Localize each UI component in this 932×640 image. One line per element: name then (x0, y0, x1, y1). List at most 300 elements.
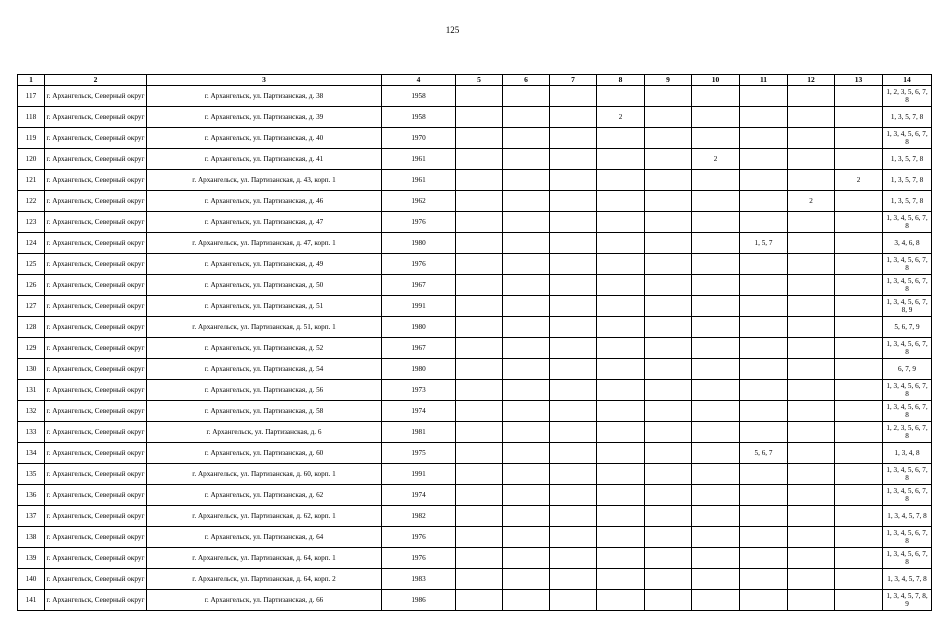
cell-col-5 (456, 401, 503, 422)
cell-col-8 (597, 338, 645, 359)
cell-col-2: г. Архангельск, Северный округ (45, 233, 147, 254)
cell-col-6 (503, 86, 550, 107)
cell-col-3: г. Архангельск, ул. Партизанская, д. 56 (147, 380, 382, 401)
cell-col-9 (645, 527, 692, 548)
col-header-11: 11 (740, 75, 788, 86)
cell-col-1: 139 (18, 548, 45, 569)
cell-col-11 (740, 527, 788, 548)
cell-col-8 (597, 401, 645, 422)
cell-col-4: 1976 (382, 548, 456, 569)
cell-col-2: г. Архангельск, Северный округ (45, 275, 147, 296)
cell-col-4: 1973 (382, 380, 456, 401)
cell-col-6 (503, 548, 550, 569)
cell-col-10 (692, 275, 740, 296)
cell-col-13 (835, 380, 883, 401)
cell-col-7 (550, 338, 597, 359)
cell-col-14: 1, 3, 4, 5, 7, 8 (883, 506, 932, 527)
cell-col-11 (740, 464, 788, 485)
cell-col-8 (597, 317, 645, 338)
cell-col-12 (788, 548, 835, 569)
cell-col-1: 138 (18, 527, 45, 548)
cell-col-11 (740, 107, 788, 128)
cell-col-10 (692, 380, 740, 401)
table-row (18, 422, 932, 443)
cell-col-11 (740, 275, 788, 296)
cell-col-12 (788, 485, 835, 506)
cell-col-5 (456, 506, 503, 527)
cell-col-4: 1976 (382, 254, 456, 275)
cell-col-5 (456, 338, 503, 359)
cell-col-6 (503, 506, 550, 527)
cell-col-7 (550, 191, 597, 212)
cell-col-10 (692, 317, 740, 338)
cell-col-6 (503, 527, 550, 548)
cell-col-1: 121 (18, 170, 45, 191)
cell-col-3: г. Архангельск, ул. Партизанская, д. 51, корп. 1 (147, 317, 382, 338)
cell-col-3: г. Архангельск, ул. Партизанская, д. 40 (147, 128, 382, 149)
cell-col-9 (645, 86, 692, 107)
cell-col-10 (692, 401, 740, 422)
cell-col-14: 5, 6, 7, 9 (883, 317, 932, 338)
cell-col-4: 1991 (382, 296, 456, 317)
table-row (18, 338, 932, 359)
cell-col-14: 1, 3, 4, 5, 6, 7, 8 (883, 548, 932, 569)
cell-col-9 (645, 128, 692, 149)
cell-col-10 (692, 86, 740, 107)
cell-col-7 (550, 569, 597, 590)
cell-col-1: 128 (18, 317, 45, 338)
cell-col-8 (597, 128, 645, 149)
cell-col-3: г. Архангельск, ул. Партизанская, д. 46 (147, 191, 382, 212)
cell-col-14: 1, 2, 3, 5, 6, 7, 8 (883, 422, 932, 443)
cell-col-1: 131 (18, 380, 45, 401)
cell-col-5 (456, 149, 503, 170)
cell-col-2: г. Архангельск, Северный округ (45, 380, 147, 401)
cell-col-12 (788, 170, 835, 191)
cell-col-8 (597, 359, 645, 380)
cell-col-5 (456, 590, 503, 611)
cell-col-7 (550, 548, 597, 569)
cell-col-7 (550, 380, 597, 401)
cell-col-5 (456, 170, 503, 191)
cell-col-6 (503, 296, 550, 317)
cell-col-7 (550, 422, 597, 443)
cell-col-13 (835, 254, 883, 275)
cell-col-10 (692, 590, 740, 611)
cell-col-11 (740, 401, 788, 422)
cell-col-6 (503, 233, 550, 254)
cell-col-2: г. Архангельск, Северный округ (45, 401, 147, 422)
cell-col-7 (550, 107, 597, 128)
cell-col-9 (645, 401, 692, 422)
col-header-14: 14 (883, 75, 932, 86)
cell-col-1: 137 (18, 506, 45, 527)
cell-col-11 (740, 317, 788, 338)
cell-col-1: 130 (18, 359, 45, 380)
cell-col-2: г. Архангельск, Северный округ (45, 359, 147, 380)
cell-col-7 (550, 590, 597, 611)
cell-col-9 (645, 338, 692, 359)
cell-col-12: 2 (788, 191, 835, 212)
col-header-9: 9 (645, 75, 692, 86)
cell-col-2: г. Архангельск, Северный округ (45, 422, 147, 443)
cell-col-2: г. Архангельск, Северный округ (45, 464, 147, 485)
cell-col-12 (788, 338, 835, 359)
cell-col-1: 117 (18, 86, 45, 107)
cell-col-9 (645, 317, 692, 338)
cell-col-13 (835, 506, 883, 527)
cell-col-13 (835, 149, 883, 170)
cell-col-2: г. Архангельск, Северный округ (45, 317, 147, 338)
col-header-5: 5 (456, 75, 503, 86)
cell-col-9 (645, 212, 692, 233)
col-header-10: 10 (692, 75, 740, 86)
table-row (18, 191, 932, 212)
cell-col-4: 1982 (382, 506, 456, 527)
cell-col-9 (645, 296, 692, 317)
table-row (18, 590, 932, 611)
cell-col-3: г. Архангельск, ул. Партизанская, д. 66 (147, 590, 382, 611)
cell-col-2: г. Архангельск, Северный округ (45, 296, 147, 317)
cell-col-5 (456, 443, 503, 464)
cell-col-4: 1980 (382, 359, 456, 380)
cell-col-8 (597, 569, 645, 590)
table-row (18, 443, 932, 464)
cell-col-4: 1983 (382, 569, 456, 590)
cell-col-12 (788, 212, 835, 233)
cell-col-9 (645, 443, 692, 464)
cell-col-7 (550, 443, 597, 464)
cell-col-11 (740, 296, 788, 317)
cell-col-8 (597, 233, 645, 254)
cell-col-4: 1961 (382, 149, 456, 170)
cell-col-12 (788, 443, 835, 464)
cell-col-11 (740, 338, 788, 359)
cell-col-14: 1, 3, 4, 5, 6, 7, 8 (883, 380, 932, 401)
cell-col-9 (645, 149, 692, 170)
cell-col-11: 5, 6, 7 (740, 443, 788, 464)
cell-col-13 (835, 359, 883, 380)
table-row (18, 275, 932, 296)
table-body (18, 86, 932, 611)
cell-col-11 (740, 485, 788, 506)
cell-col-2: г. Архангельск, Северный округ (45, 170, 147, 191)
cell-col-2: г. Архангельск, Северный округ (45, 569, 147, 590)
cell-col-8 (597, 86, 645, 107)
cell-col-13: 2 (835, 170, 883, 191)
cell-col-7 (550, 170, 597, 191)
cell-col-6 (503, 191, 550, 212)
cell-col-13 (835, 107, 883, 128)
cell-col-11 (740, 548, 788, 569)
cell-col-10 (692, 485, 740, 506)
cell-col-14: 1, 3, 5, 7, 8 (883, 107, 932, 128)
cell-col-10 (692, 359, 740, 380)
cell-col-1: 140 (18, 569, 45, 590)
col-header-12: 12 (788, 75, 835, 86)
cell-col-6 (503, 422, 550, 443)
cell-col-8: 2 (597, 107, 645, 128)
cell-col-9 (645, 170, 692, 191)
cell-col-13 (835, 422, 883, 443)
cell-col-10 (692, 464, 740, 485)
cell-col-1: 118 (18, 107, 45, 128)
cell-col-4: 1974 (382, 401, 456, 422)
cell-col-9 (645, 422, 692, 443)
cell-col-5 (456, 422, 503, 443)
cell-col-14: 1, 3, 5, 7, 8 (883, 191, 932, 212)
cell-col-5 (456, 359, 503, 380)
cell-col-3: г. Архангельск, ул. Партизанская, д. 6 (147, 422, 382, 443)
cell-col-1: 119 (18, 128, 45, 149)
table-row (18, 107, 932, 128)
cell-col-8 (597, 170, 645, 191)
cell-col-7 (550, 527, 597, 548)
cell-col-14: 1, 3, 4, 8 (883, 443, 932, 464)
cell-col-1: 127 (18, 296, 45, 317)
cell-col-4: 1976 (382, 527, 456, 548)
cell-col-1: 123 (18, 212, 45, 233)
cell-col-3: г. Архангельск, ул. Партизанская, д. 47, корп. 1 (147, 233, 382, 254)
cell-col-7 (550, 359, 597, 380)
cell-col-13 (835, 338, 883, 359)
cell-col-5 (456, 86, 503, 107)
table-row (18, 464, 932, 485)
cell-col-5 (456, 548, 503, 569)
cell-col-5 (456, 464, 503, 485)
cell-col-5 (456, 485, 503, 506)
cell-col-10 (692, 338, 740, 359)
cell-col-6 (503, 590, 550, 611)
cell-col-10 (692, 296, 740, 317)
table-row (18, 380, 932, 401)
cell-col-4: 1958 (382, 86, 456, 107)
table-row (18, 128, 932, 149)
cell-col-8 (597, 422, 645, 443)
cell-col-10 (692, 254, 740, 275)
cell-col-4: 1970 (382, 128, 456, 149)
cell-col-7 (550, 233, 597, 254)
table-row (18, 401, 932, 422)
cell-col-5 (456, 107, 503, 128)
cell-col-2: г. Архангельск, Северный округ (45, 548, 147, 569)
cell-col-2: г. Архангельск, Северный округ (45, 527, 147, 548)
cell-col-13 (835, 233, 883, 254)
cell-col-14: 1, 3, 5, 7, 8 (883, 149, 932, 170)
cell-col-7 (550, 464, 597, 485)
cell-col-3: г. Архангельск, ул. Партизанская, д. 50 (147, 275, 382, 296)
cell-col-2: г. Архангельск, Северный округ (45, 485, 147, 506)
table-row (18, 149, 932, 170)
cell-col-6 (503, 569, 550, 590)
cell-col-10 (692, 569, 740, 590)
cell-col-13 (835, 275, 883, 296)
col-header-1: 1 (18, 75, 45, 86)
cell-col-4: 1991 (382, 464, 456, 485)
cell-col-8 (597, 380, 645, 401)
cell-col-6 (503, 149, 550, 170)
table-row (18, 212, 932, 233)
cell-col-13 (835, 485, 883, 506)
cell-col-1: 134 (18, 443, 45, 464)
table-row (18, 359, 932, 380)
cell-col-14: 1, 3, 4, 5, 7, 8 (883, 569, 932, 590)
cell-col-11 (740, 590, 788, 611)
register-table (17, 74, 932, 611)
cell-col-12 (788, 422, 835, 443)
cell-col-1: 125 (18, 254, 45, 275)
cell-col-8 (597, 485, 645, 506)
table-row (18, 548, 932, 569)
cell-col-4: 1975 (382, 443, 456, 464)
cell-col-12 (788, 464, 835, 485)
cell-col-2: г. Архангельск, Северный округ (45, 212, 147, 233)
cell-col-3: г. Архангельск, ул. Партизанская, д. 60 (147, 443, 382, 464)
cell-col-8 (597, 548, 645, 569)
cell-col-1: 141 (18, 590, 45, 611)
cell-col-2: г. Архангельск, Северный округ (45, 149, 147, 170)
cell-col-12 (788, 296, 835, 317)
table-row (18, 254, 932, 275)
cell-col-4: 1980 (382, 317, 456, 338)
cell-col-13 (835, 548, 883, 569)
cell-col-3: г. Архангельск, ул. Партизанская, д. 39 (147, 107, 382, 128)
cell-col-7 (550, 86, 597, 107)
cell-col-1: 126 (18, 275, 45, 296)
cell-col-8 (597, 149, 645, 170)
cell-col-4: 1962 (382, 191, 456, 212)
cell-col-3: г. Архангельск, ул. Партизанская, д. 64 (147, 527, 382, 548)
cell-col-1: 135 (18, 464, 45, 485)
cell-col-3: г. Архангельск, ул. Партизанская, д. 64, корп. 1 (147, 548, 382, 569)
cell-col-1: 120 (18, 149, 45, 170)
table-row (18, 86, 932, 107)
cell-col-7 (550, 506, 597, 527)
cell-col-2: г. Архангельск, Северный округ (45, 443, 147, 464)
cell-col-14: 1, 3, 4, 5, 6, 7, 8 (883, 338, 932, 359)
col-header-8: 8 (597, 75, 645, 86)
cell-col-10 (692, 422, 740, 443)
cell-col-9 (645, 464, 692, 485)
cell-col-7 (550, 128, 597, 149)
table-row (18, 527, 932, 548)
cell-col-3: г. Архангельск, ул. Партизанская, д. 49 (147, 254, 382, 275)
cell-col-11 (740, 86, 788, 107)
col-header-7: 7 (550, 75, 597, 86)
cell-col-11 (740, 569, 788, 590)
cell-col-4: 1981 (382, 422, 456, 443)
cell-col-4: 1980 (382, 233, 456, 254)
cell-col-14: 1, 3, 4, 5, 6, 7, 8 (883, 485, 932, 506)
cell-col-10 (692, 170, 740, 191)
table-row (18, 296, 932, 317)
cell-col-12 (788, 254, 835, 275)
cell-col-1: 129 (18, 338, 45, 359)
cell-col-6 (503, 380, 550, 401)
cell-col-10 (692, 191, 740, 212)
cell-col-14: 1, 3, 4, 5, 6, 7, 8 (883, 275, 932, 296)
cell-col-8 (597, 254, 645, 275)
cell-col-14: 1, 3, 5, 7, 8 (883, 170, 932, 191)
cell-col-9 (645, 254, 692, 275)
cell-col-11 (740, 212, 788, 233)
cell-col-11 (740, 254, 788, 275)
cell-col-3: г. Архангельск, ул. Партизанская, д. 41 (147, 149, 382, 170)
cell-col-9 (645, 275, 692, 296)
cell-col-5 (456, 296, 503, 317)
cell-col-2: г. Архангельск, Северный округ (45, 338, 147, 359)
cell-col-1: 124 (18, 233, 45, 254)
cell-col-4: 1986 (382, 590, 456, 611)
cell-col-8 (597, 590, 645, 611)
cell-col-11: 1, 5, 7 (740, 233, 788, 254)
cell-col-8 (597, 212, 645, 233)
cell-col-11 (740, 359, 788, 380)
cell-col-10 (692, 128, 740, 149)
cell-col-7 (550, 254, 597, 275)
table-row (18, 233, 932, 254)
cell-col-9 (645, 191, 692, 212)
cell-col-9 (645, 506, 692, 527)
cell-col-2: г. Архангельск, Северный округ (45, 506, 147, 527)
cell-col-6 (503, 254, 550, 275)
cell-col-8 (597, 506, 645, 527)
cell-col-8 (597, 191, 645, 212)
cell-col-6 (503, 485, 550, 506)
cell-col-13 (835, 527, 883, 548)
cell-col-14: 6, 7, 9 (883, 359, 932, 380)
cell-col-9 (645, 590, 692, 611)
cell-col-2: г. Архангельск, Северный округ (45, 254, 147, 275)
header-row (18, 75, 932, 86)
cell-col-13 (835, 443, 883, 464)
cell-col-10: 2 (692, 149, 740, 170)
cell-col-6 (503, 443, 550, 464)
cell-col-2: г. Архангельск, Северный округ (45, 86, 147, 107)
cell-col-5 (456, 380, 503, 401)
cell-col-7 (550, 149, 597, 170)
cell-col-8 (597, 464, 645, 485)
cell-col-3: г. Архангельск, ул. Партизанская, д. 52 (147, 338, 382, 359)
cell-col-14: 1, 3, 4, 5, 6, 7, 8 (883, 527, 932, 548)
cell-col-11 (740, 422, 788, 443)
cell-col-14: 3, 4, 6, 8 (883, 233, 932, 254)
table-row (18, 506, 932, 527)
cell-col-6 (503, 170, 550, 191)
cell-col-13 (835, 569, 883, 590)
cell-col-1: 133 (18, 422, 45, 443)
cell-col-1: 132 (18, 401, 45, 422)
cell-col-5 (456, 128, 503, 149)
table-row (18, 317, 932, 338)
cell-col-12 (788, 380, 835, 401)
cell-col-3: г. Архангельск, ул. Партизанская, д. 51 (147, 296, 382, 317)
col-header-4: 4 (382, 75, 456, 86)
cell-col-9 (645, 380, 692, 401)
col-header-2: 2 (45, 75, 147, 86)
cell-col-7 (550, 212, 597, 233)
cell-col-10 (692, 443, 740, 464)
cell-col-14: 1, 3, 4, 5, 6, 7, 8 (883, 254, 932, 275)
page-number: 125 (445, 25, 460, 35)
cell-col-8 (597, 275, 645, 296)
cell-col-5 (456, 569, 503, 590)
cell-col-4: 1961 (382, 170, 456, 191)
cell-col-5 (456, 191, 503, 212)
cell-col-12 (788, 401, 835, 422)
cell-col-7 (550, 401, 597, 422)
cell-col-11 (740, 380, 788, 401)
